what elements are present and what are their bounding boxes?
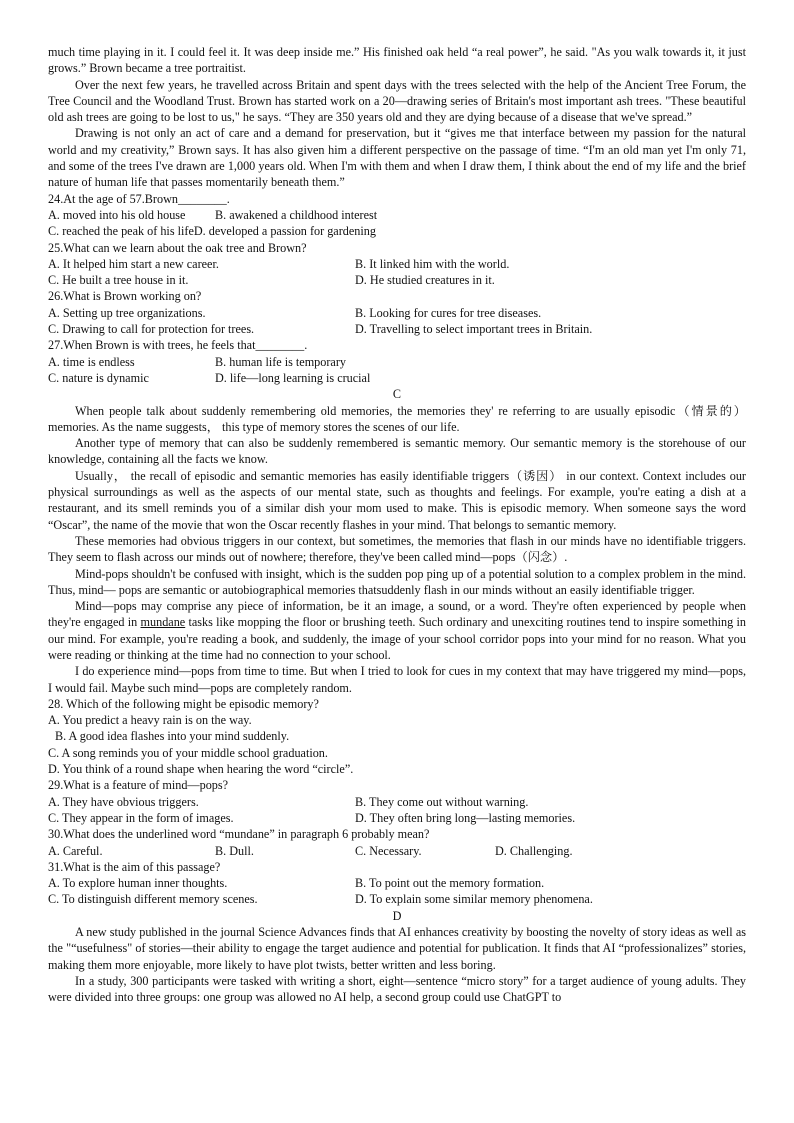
paragraph-b-continued: much time playing in it. I could feel it. It was deep inside me.” His finished oak held “a real power”, he said. "As you walk towards it, it just grows.” Brown became a tree portraitist. xyxy=(48,45,746,76)
option-26a: A. Setting up tree organizations. xyxy=(48,305,206,320)
paragraph-d-1: A new study published in the journal Science Advances finds that AI enhances creativity by boosting the novelty of story ideas as well as the "“usefulness" of stories—their ability to engage the target audience and potential for publication. It finds that AI “professionalizes” stories, making them more enjoyable, more likely to have plot twists, better written and less boring. xyxy=(48,925,746,972)
question-26-options-row1 xyxy=(48,305,746,321)
question-25-options-row2 xyxy=(48,272,746,288)
question-27-options-row2 xyxy=(48,370,746,386)
option-28c: C. A song reminds you of your middle school graduation. xyxy=(48,745,328,760)
paragraph-c-7: I do experience mind—pops from time to time. But when I tried to look for cues in my context that may have triggered my mind—pops, I would fail. Maybe such mind—pops are completely random. xyxy=(48,664,746,695)
question-24-options-row2 xyxy=(48,223,746,239)
option-30b: B. Dull. xyxy=(215,843,254,858)
paragraph-c-4: These memories had obvious triggers in our context, but sometimes, the memories that flash in our minds have no identifiable triggers. They seem to flash across our minds out of nowhere; therefore, they've been called mind—pops（闪念）. xyxy=(48,533,746,565)
option-28b: B. A good idea flashes into your mind suddenly. xyxy=(55,729,290,744)
paragraph-c-6-after: tasks like mopping the floor or brushing teeth. Such ordinary and unexciting routines tend to inspire something in our mind. For example, you're reading a book, and suddenly, the image of your school corridor pops into your mind for no reason. What you were reading or thinking at the time had no connection to your school. xyxy=(48,615,746,662)
option-29c: C. They appear in the form of images. xyxy=(48,810,234,825)
option-25d: D. He studied creatures in it. xyxy=(355,273,495,288)
question-29-options-row1 xyxy=(48,794,746,810)
question-29-stem: 29.What is a feature of mind—pops? xyxy=(48,778,229,793)
underlined-word-mundane: mundane xyxy=(140,615,186,630)
document-page xyxy=(48,44,746,1006)
section-c-heading: C xyxy=(392,387,402,402)
option-28a: A. You predict a heavy rain is on the way. xyxy=(48,713,252,728)
option-24a: A. moved into his old house xyxy=(48,207,186,222)
question-31-options-row1 xyxy=(48,875,746,891)
paragraph-c-3: Usually， the recall of episodic and semantic memories has easily identifiable triggers（诱因） in our context. Context includes our physical surroundings as well as the aspects of our mental state, such as thoughts and feelings. For example, you're eating a dish at a restaurant, and its smell reminds you of a similar dish your mom used to make. This is episodic memory. When someone says the word “Oscar”, the name of the movie that won the Oscar recently flashes in your mind. That belongs to semantic memory. xyxy=(48,468,746,532)
question-26-options-row2 xyxy=(48,321,746,337)
question-25-stem: 25.What can we learn about the oak tree and Brown? xyxy=(48,240,307,255)
paragraph-c-1: When people talk about suddenly remembering old memories, the memories they' re referring to are usually episodic（情景的）memories. As the name suggests， this type of memory stores the scenes of our life. xyxy=(48,403,746,434)
paragraph-d-2: In a study, 300 participants were tasked with writing a short, eight—sentence “micro story” for a target audience of young adults. They were divided into three groups: one group was allowed no AI help, a second group could use ChatGPT to xyxy=(48,973,746,1005)
question-30-stem: 30.What does the underlined word “mundane” in paragraph 6 probably mean? xyxy=(48,827,430,842)
option-31a: A. To explore human inner thoughts. xyxy=(48,876,228,891)
paragraph-c-6 xyxy=(48,598,746,663)
question-27-stem: 27.When Brown is with trees, he feels that________. xyxy=(48,338,308,353)
option-27c: C. nature is dynamic xyxy=(48,370,149,385)
option-31c: C. To distinguish different memory scenes. xyxy=(48,892,258,907)
option-29d: D. They often bring long—lasting memories. xyxy=(355,810,576,825)
option-31d: D. To explain some similar memory phenomena. xyxy=(355,892,593,907)
option-26d: D. Travelling to select important trees in Britain. xyxy=(355,322,593,337)
option-28d: D. You think of a round shape when hearing the word “circle”. xyxy=(48,762,354,777)
question-31-options-row2 xyxy=(48,891,746,907)
paragraph-b-2: Over the next few years, he travelled across Britain and spent days with the trees selected with the help of the Ancient Tree Forum, the Tree Council and the Woodland Trust. Brown has started work on a 20—drawing series of Britain's most important ash trees. "These beautiful old ash trees are going to be lost to us," he says. “They are 350 years old and they are dying because of a disease that we've spread.” xyxy=(48,77,746,125)
question-27-options-row1 xyxy=(48,354,746,370)
option-24cd: C. reached the peak of his lifeD. developed a passion for gardening xyxy=(48,224,376,239)
option-26c: C. Drawing to call for protection for trees. xyxy=(48,322,255,337)
option-27d: D. life—long learning is crucial xyxy=(215,370,371,385)
option-24b: B. awakened a childhood interest xyxy=(215,207,378,222)
question-24-stem: 24.At the age of 57.Brown________. xyxy=(48,191,230,206)
paragraph-b-3: Drawing is not only an act of care and a demand for preservation, but it “gives me that interface between my passion for the natural world and my creativity,” Brown says. It has also given him a different perspective on the passage of time. “I'm an old man yet I'm only 71, and some of the trees I've drawn are 1,000 years old. When I'm with them and when I draw them, I think about the end of my life and the brief nature of human life that passes momentarily beneath them.” xyxy=(48,126,746,190)
option-25a: A. It helped him start a new career. xyxy=(48,256,219,271)
option-31b: B. To point out the memory formation. xyxy=(355,876,545,891)
option-30c: C. Necessary. xyxy=(355,843,422,858)
question-29-options-row2 xyxy=(48,810,746,826)
option-29b: B. They come out without warning. xyxy=(355,794,529,809)
option-25c: C. He built a tree house in it. xyxy=(48,273,189,288)
question-25-options-row1 xyxy=(48,256,746,272)
question-24-options-row1 xyxy=(48,207,746,223)
question-31-stem: 31.What is the aim of this passage? xyxy=(48,859,221,874)
question-26-stem: 26.What is Brown working on? xyxy=(48,289,202,304)
option-29a: A. They have obvious triggers. xyxy=(48,794,199,809)
section-d-heading: D xyxy=(392,908,402,923)
paragraph-c-2: Another type of memory that can also be suddenly remembered is semantic memory. Our semantic memory is the storehouse of our knowledge, containing all the facts we know. xyxy=(48,436,746,467)
option-25b: B. It linked him with the world. xyxy=(355,256,510,271)
option-30d: D. Challenging. xyxy=(495,843,573,858)
option-30a: A. Careful. xyxy=(48,843,103,858)
question-28-stem: 28. Which of the following might be episodic memory? xyxy=(48,696,319,711)
question-30-options xyxy=(48,843,746,859)
option-27b: B. human life is temporary xyxy=(215,354,346,369)
option-26b: B. Looking for cures for tree diseases. xyxy=(355,305,542,320)
paragraph-c-6-before: Mind—pops may comprise any piece of information, be it an image, a sound, or a word. They're often experienced by people when they're engaged in xyxy=(48,599,746,630)
paragraph-c-5: Mind-pops shouldn't be confused with insight, which is the sudden pop ping up of a potential solution to a complex problem in the mind. Thus, mind— pops are semantic or autobiographical memories thatsuddenly flash in our minds without an easily identifiable trigger. xyxy=(48,566,746,597)
option-27a: A. time is endless xyxy=(48,354,135,369)
